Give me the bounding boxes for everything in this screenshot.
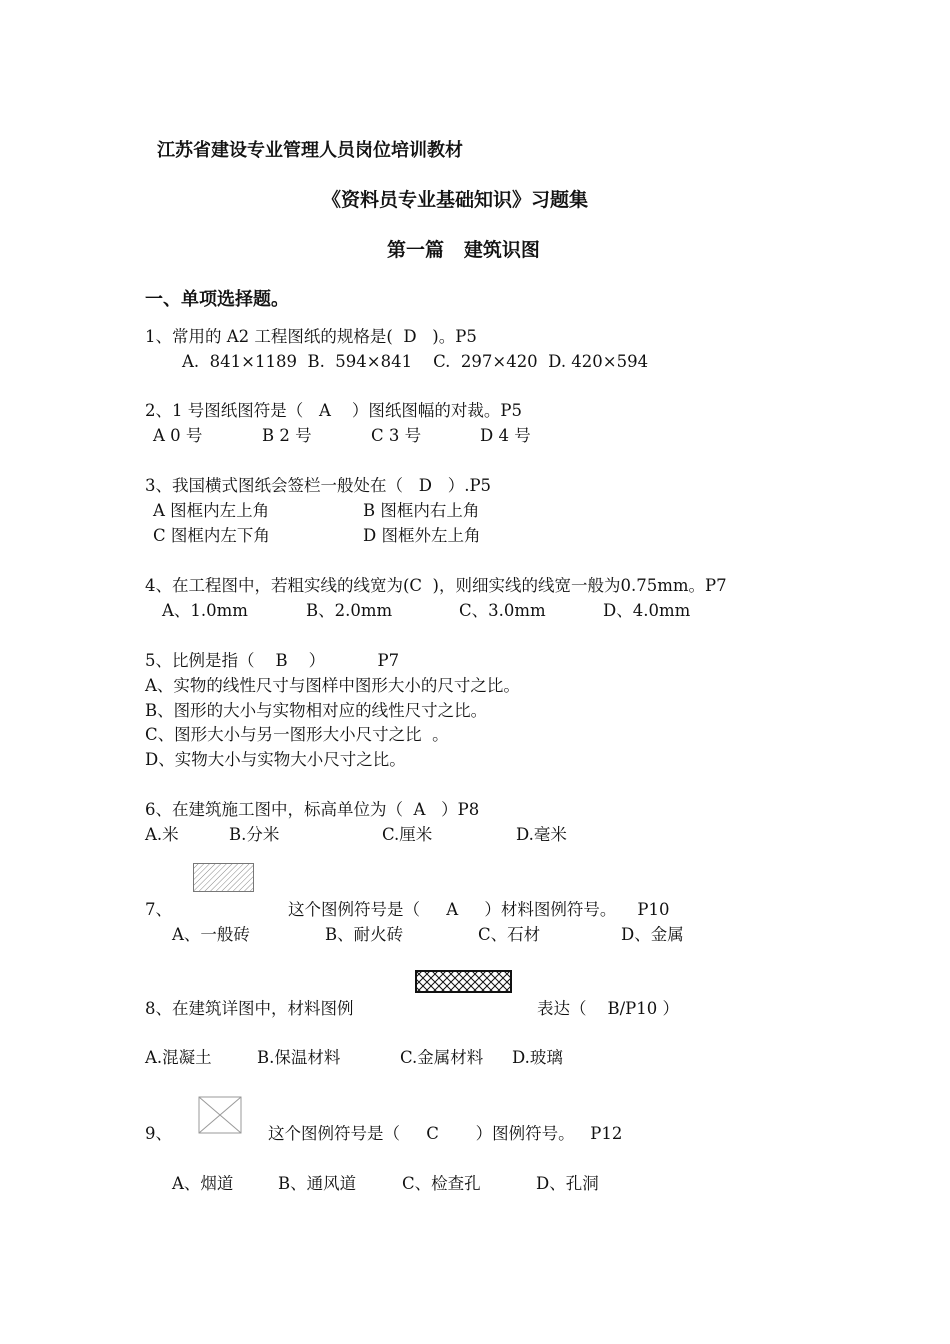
q3-option-b: B 图框内右上角	[363, 501, 480, 520]
q2-option-d: D 4 号	[480, 426, 531, 445]
q5-option-c: C、图形大小与另一图形大小尺寸之比 。	[145, 725, 449, 744]
insulation-crosshatch-icon	[415, 970, 512, 994]
q8-option-c: C.金属材料	[400, 1048, 484, 1067]
q7-number: 7、	[145, 900, 172, 919]
q5-option-d: D、实物大小与实物大小尺寸之比。	[145, 750, 406, 769]
q6-option-c: C.厘米	[382, 825, 433, 844]
q5-option-b: B、图形的大小与实物相对应的线性尺寸之比。	[145, 701, 488, 720]
q6-option-b: B.分米	[229, 825, 280, 844]
header-book-title: 《资料员专业基础知识》习题集	[322, 189, 589, 211]
q3-option-a: A 图框内左上角	[153, 501, 270, 520]
q4-option-c: C、3.0mm	[459, 601, 546, 620]
q2-option-b: B 2 号	[262, 426, 312, 445]
q3-option-c: C 图框内左下角	[153, 526, 270, 545]
crossed-box-icon	[198, 1096, 242, 1134]
q8-option-b: B.保温材料	[257, 1048, 341, 1067]
q1-stem: 1、常用的 A2 工程图纸的规格是( D )。P5	[145, 327, 477, 346]
q6-option-a: A.米	[145, 825, 179, 844]
q7-option-b: B、耐火砖	[325, 925, 404, 944]
q1-options: A. 841×1189 B. 594×841 C. 297×420 D. 420×594	[182, 352, 649, 371]
q6-stem: 6、在建筑施工图中，标高单位为（ A ）P8	[145, 800, 480, 819]
q4-option-a: A、1.0mm	[162, 601, 248, 620]
q9-option-a: A、烟道	[172, 1174, 234, 1193]
q5-stem: 5、比例是指（ B ） P7	[145, 651, 400, 670]
q4-option-d: D、4.0mm	[603, 601, 691, 620]
q8-stem-prefix: 8、在建筑详图中，材料图例	[145, 999, 354, 1018]
q7-option-d: D、金属	[621, 925, 684, 944]
section-title: 一、单项选择题。	[145, 289, 289, 310]
q8-option-d: D.玻璃	[512, 1048, 563, 1067]
brick-hatch-icon	[193, 863, 255, 893]
q4-stem: 4、在工程图中，若粗实线的线宽为(C )，则细实线的线宽一般为0.75mm。P7	[145, 576, 727, 595]
q2-option-a: A 0 号	[153, 426, 203, 445]
q9-number: 9、	[145, 1124, 172, 1143]
q3-option-d: D 图框外左上角	[363, 526, 481, 545]
q4-option-b: B、2.0mm	[306, 601, 393, 620]
q9-option-b: B、通风道	[278, 1174, 357, 1193]
q6-option-d: D.毫米	[516, 825, 567, 844]
q9-option-c: C、检查孔	[402, 1174, 481, 1193]
q8-option-a: A.混凝土	[145, 1048, 212, 1067]
q7-option-a: A、一般砖	[172, 925, 250, 944]
q2-stem: 2、1 号图纸图符是（ A ）图纸图幅的对裁。P5	[145, 401, 522, 420]
header-org: 江苏省建设专业管理人员岗位培训教材	[157, 140, 463, 161]
q9-option-d: D、孔洞	[536, 1174, 599, 1193]
header-part-title: 第一篇 建筑识图	[387, 239, 540, 261]
q5-option-a: A、实物的线性尺寸与图样中图形大小的尺寸之比。	[145, 676, 520, 695]
q9-stem: 这个图例符号是（ C ）图例符号。 P12	[268, 1124, 623, 1143]
q7-option-c: C、石材	[478, 925, 541, 944]
q2-option-c: C 3 号	[371, 426, 422, 445]
q3-stem: 3、我国横式图纸会签栏一般处在（ D ）.P5	[145, 476, 492, 495]
q8-stem: 表达（ B/P10 ）	[537, 999, 680, 1018]
q7-stem: 这个图例符号是（ A ）材料图例符号。 P10	[288, 900, 670, 919]
